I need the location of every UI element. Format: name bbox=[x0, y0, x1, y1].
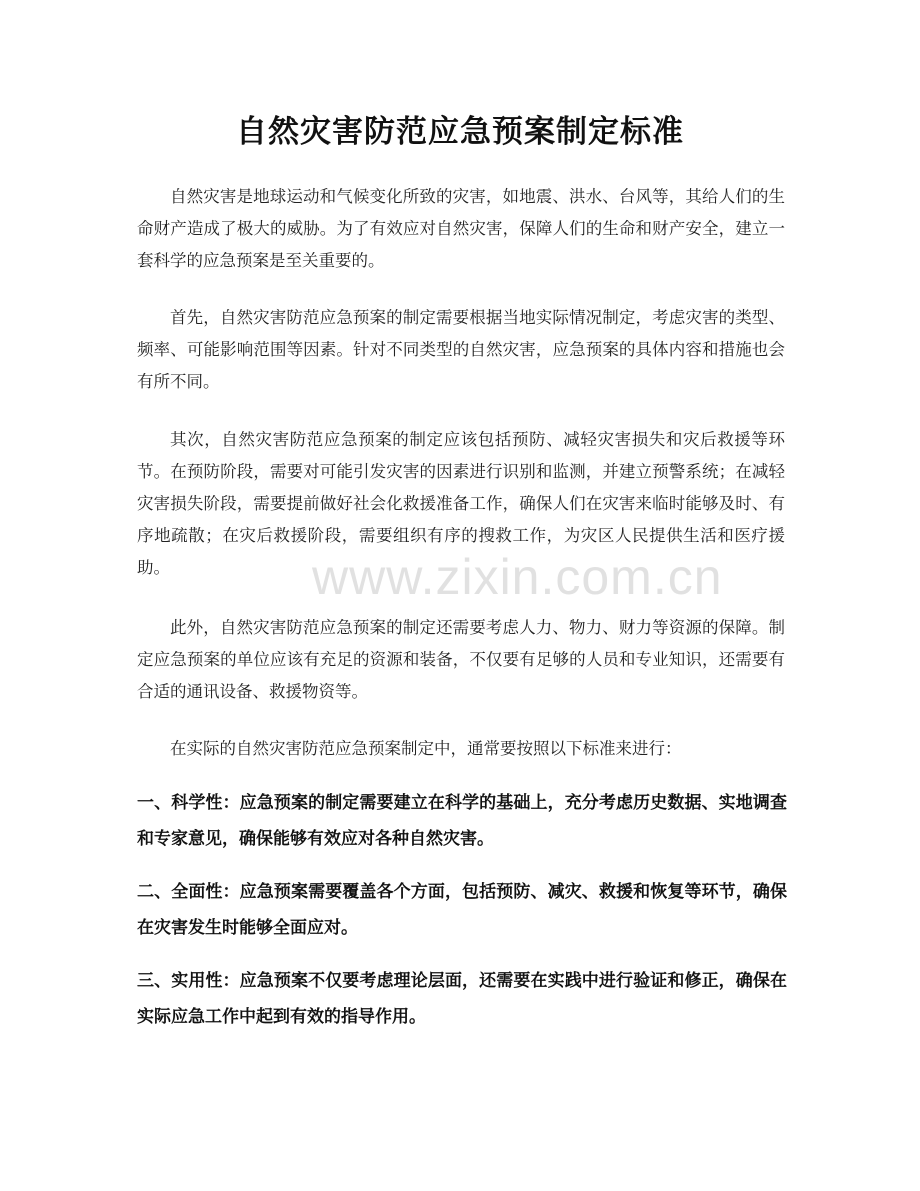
watermark: www.zixin.com.cn bbox=[312, 549, 723, 605]
standard-item-scientific: 一、科学性：应急预案的制定需要建立在科学的基础上，充分考虑历史数据、实地调查和专家意见，确保能够有效应对各种自然灾害。 bbox=[137, 793, 787, 849]
paragraph-standards-intro: 在实际的自然灾害防范应急预案制定中，通常要按照以下标准来进行： bbox=[170, 739, 682, 758]
paragraph-additionally: 此外，自然灾害防范应急预案的制定还需要考虑人力、物力、财力等资源的保障。制定应急预案的单位应该有充足的资源和装备，不仅要有足够的人员和专业知识，还需要有合适的通讯设备、救援物资等。 bbox=[137, 618, 785, 701]
paragraph-first: 首先，自然灾害防范应急预案的制定需要根据当地实际情况制定，考虑灾害的类型、频率、可能影响范围等因素。针对不同类型的自然灾害，应急预案的具体内容和措施也会有所不同。 bbox=[137, 308, 785, 391]
paragraph-second: 其次，自然灾害防范应急预案的制定应该包括预防、减轻灾害损失和灾后救援等环节。在预防阶段，需要对可能引发灾害的因素进行识别和监测，并建立预警系统；在减轻灾害损失阶段，需要提前做好社会化救援准备工作，确保人们在灾害来临时能够及时、有序地疏散；在灾后救援阶段，需要组织有序的搜救工作，为灾区人民提供生活和医疗援助。 bbox=[137, 430, 785, 577]
paragraph-intro: 自然灾害是地球运动和气候变化所致的灾害，如地震、洪水、台风等，其给人们的生命财产造成了极大的威胁。为了有效应对自然灾害，保障人们的生命和财产安全，建立一套科学的应急预案是至关重要的。 bbox=[137, 187, 785, 270]
document-title: 自然灾害防范应急预案制定标准 bbox=[236, 114, 684, 150]
standard-item-practical: 三、实用性：应急预案不仅要考虑理论层面，还需要在实践中进行验证和修正，确保在实际应急工作中起到有效的指导作用。 bbox=[137, 971, 787, 1027]
standard-item-comprehensive: 二、全面性：应急预案需要覆盖各个方面，包括预防、减灾、救援和恢复等环节，确保在灾害发生时能够全面应对。 bbox=[137, 882, 787, 938]
